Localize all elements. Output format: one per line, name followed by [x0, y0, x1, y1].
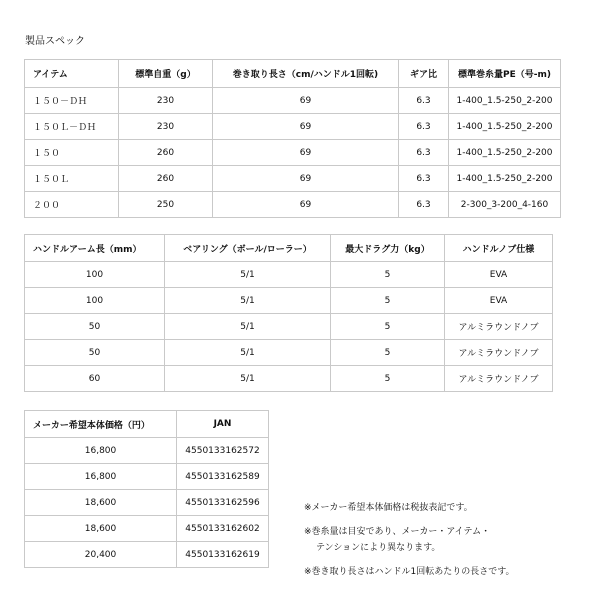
page-title: 製品スペック — [25, 36, 85, 47]
cell-max-drag: 5 — [331, 366, 445, 392]
header-bearing: ベアリング（ボール/ローラー） — [165, 235, 331, 262]
cell-weight: 250 — [119, 192, 213, 218]
cell-max-drag: 5 — [331, 262, 445, 288]
table-row — [25, 192, 561, 218]
cell-weight: 230 — [119, 114, 213, 140]
cell-price: 16,800 — [25, 438, 177, 464]
cell-gear-ratio: 6.3 — [399, 166, 449, 192]
table-row — [25, 438, 269, 464]
table-header-row — [25, 411, 269, 438]
note-price: ※メーカー希望本体価格は税抜表記です。 — [304, 503, 473, 513]
cell-line-capacity: 1-400_1.5-250_2-200 — [449, 114, 561, 140]
cell-handle-knob: アルミラウンドノブ — [445, 314, 553, 340]
header-handle-knob: ハンドルノブ仕様 — [445, 235, 553, 262]
cell-handle-length: 100 — [25, 288, 165, 314]
cell-retrieve: 69 — [213, 88, 399, 114]
cell-price: 18,600 — [25, 516, 177, 542]
cell-bearing: 5/1 — [165, 262, 331, 288]
header-line-capacity: 標準巻糸量PE（号-m) — [449, 60, 561, 88]
cell-line-capacity: 2-300_3-200_4-160 — [449, 192, 561, 218]
table-row — [25, 464, 269, 490]
note-line-capacity-line1: ※巻糸量は目安であり、メーカー・アイテム・ — [304, 527, 491, 537]
cell-weight: 260 — [119, 166, 213, 192]
note-line-capacity — [304, 524, 515, 556]
header-max-drag: 最大ドラグ力（kg） — [331, 235, 445, 262]
cell-item: １５０Ｌ－ＤＨ — [25, 114, 119, 140]
table-row — [25, 262, 553, 288]
cell-handle-knob: EVA — [445, 288, 553, 314]
cell-price: 16,800 — [25, 464, 177, 490]
table-row — [25, 166, 561, 192]
cell-handle-length: 60 — [25, 366, 165, 392]
cell-handle-length: 50 — [25, 314, 165, 340]
note-line-capacity-line2: テンションにより異なります。 — [316, 543, 441, 553]
header-handle-length: ハンドルアーム長（mm） — [25, 235, 165, 262]
table-row — [25, 542, 269, 568]
cell-retrieve: 69 — [213, 166, 399, 192]
spec-table-main — [24, 59, 561, 218]
header-jan: JAN — [177, 411, 269, 438]
cell-handle-length: 100 — [25, 262, 165, 288]
header-retrieve: 巻き取り長さ（cm/ハンドル1回転) — [213, 60, 399, 88]
table-row — [25, 88, 561, 114]
cell-item: ２００ — [25, 192, 119, 218]
table-row — [25, 114, 561, 140]
table-row — [25, 516, 269, 542]
cell-max-drag: 5 — [331, 288, 445, 314]
cell-price: 18,600 — [25, 490, 177, 516]
header-gear-ratio: ギア比 — [399, 60, 449, 88]
cell-item: １５０－ＤＨ — [25, 88, 119, 114]
cell-gear-ratio: 6.3 — [399, 114, 449, 140]
cell-max-drag: 5 — [331, 314, 445, 340]
cell-retrieve: 69 — [213, 192, 399, 218]
cell-weight: 230 — [119, 88, 213, 114]
table-row — [25, 366, 553, 392]
cell-gear-ratio: 6.3 — [399, 88, 449, 114]
table-row — [25, 490, 269, 516]
cell-max-drag: 5 — [331, 340, 445, 366]
cell-jan: 4550133162572 — [177, 438, 269, 464]
cell-item: １５０Ｌ — [25, 166, 119, 192]
cell-weight: 260 — [119, 140, 213, 166]
cell-handle-knob: EVA — [445, 262, 553, 288]
cell-line-capacity: 1-400_1.5-250_2-200 — [449, 88, 561, 114]
cell-jan: 4550133162589 — [177, 464, 269, 490]
cell-jan: 4550133162619 — [177, 542, 269, 568]
table-row — [25, 340, 553, 366]
cell-line-capacity: 1-400_1.5-250_2-200 — [449, 140, 561, 166]
table-row — [25, 314, 553, 340]
cell-price: 20,400 — [25, 542, 177, 568]
cell-bearing: 5/1 — [165, 340, 331, 366]
cell-bearing: 5/1 — [165, 366, 331, 392]
header-price: メーカー希望本体価格（円） — [25, 411, 177, 438]
table-header-row — [25, 60, 561, 88]
cell-item: １５０ — [25, 140, 119, 166]
spec-table-price — [24, 410, 269, 568]
table-row — [25, 288, 553, 314]
header-weight: 標準自重（g） — [119, 60, 213, 88]
cell-jan: 4550133162602 — [177, 516, 269, 542]
cell-gear-ratio: 6.3 — [399, 140, 449, 166]
cell-bearing: 5/1 — [165, 314, 331, 340]
cell-handle-knob: アルミラウンドノブ — [445, 340, 553, 366]
cell-bearing: 5/1 — [165, 288, 331, 314]
cell-jan: 4550133162596 — [177, 490, 269, 516]
header-item: アイテム — [25, 60, 119, 88]
table-header-row — [25, 235, 553, 262]
cell-retrieve: 69 — [213, 114, 399, 140]
note-retrieve: ※巻き取り長さはハンドル1回転あたりの長さです。 — [304, 567, 515, 577]
footnotes — [304, 500, 515, 588]
cell-gear-ratio: 6.3 — [399, 192, 449, 218]
cell-retrieve: 69 — [213, 140, 399, 166]
cell-line-capacity: 1-400_1.5-250_2-200 — [449, 166, 561, 192]
table-row — [25, 140, 561, 166]
cell-handle-knob: アルミラウンドノブ — [445, 366, 553, 392]
cell-handle-length: 50 — [25, 340, 165, 366]
spec-table-handle — [24, 234, 553, 392]
